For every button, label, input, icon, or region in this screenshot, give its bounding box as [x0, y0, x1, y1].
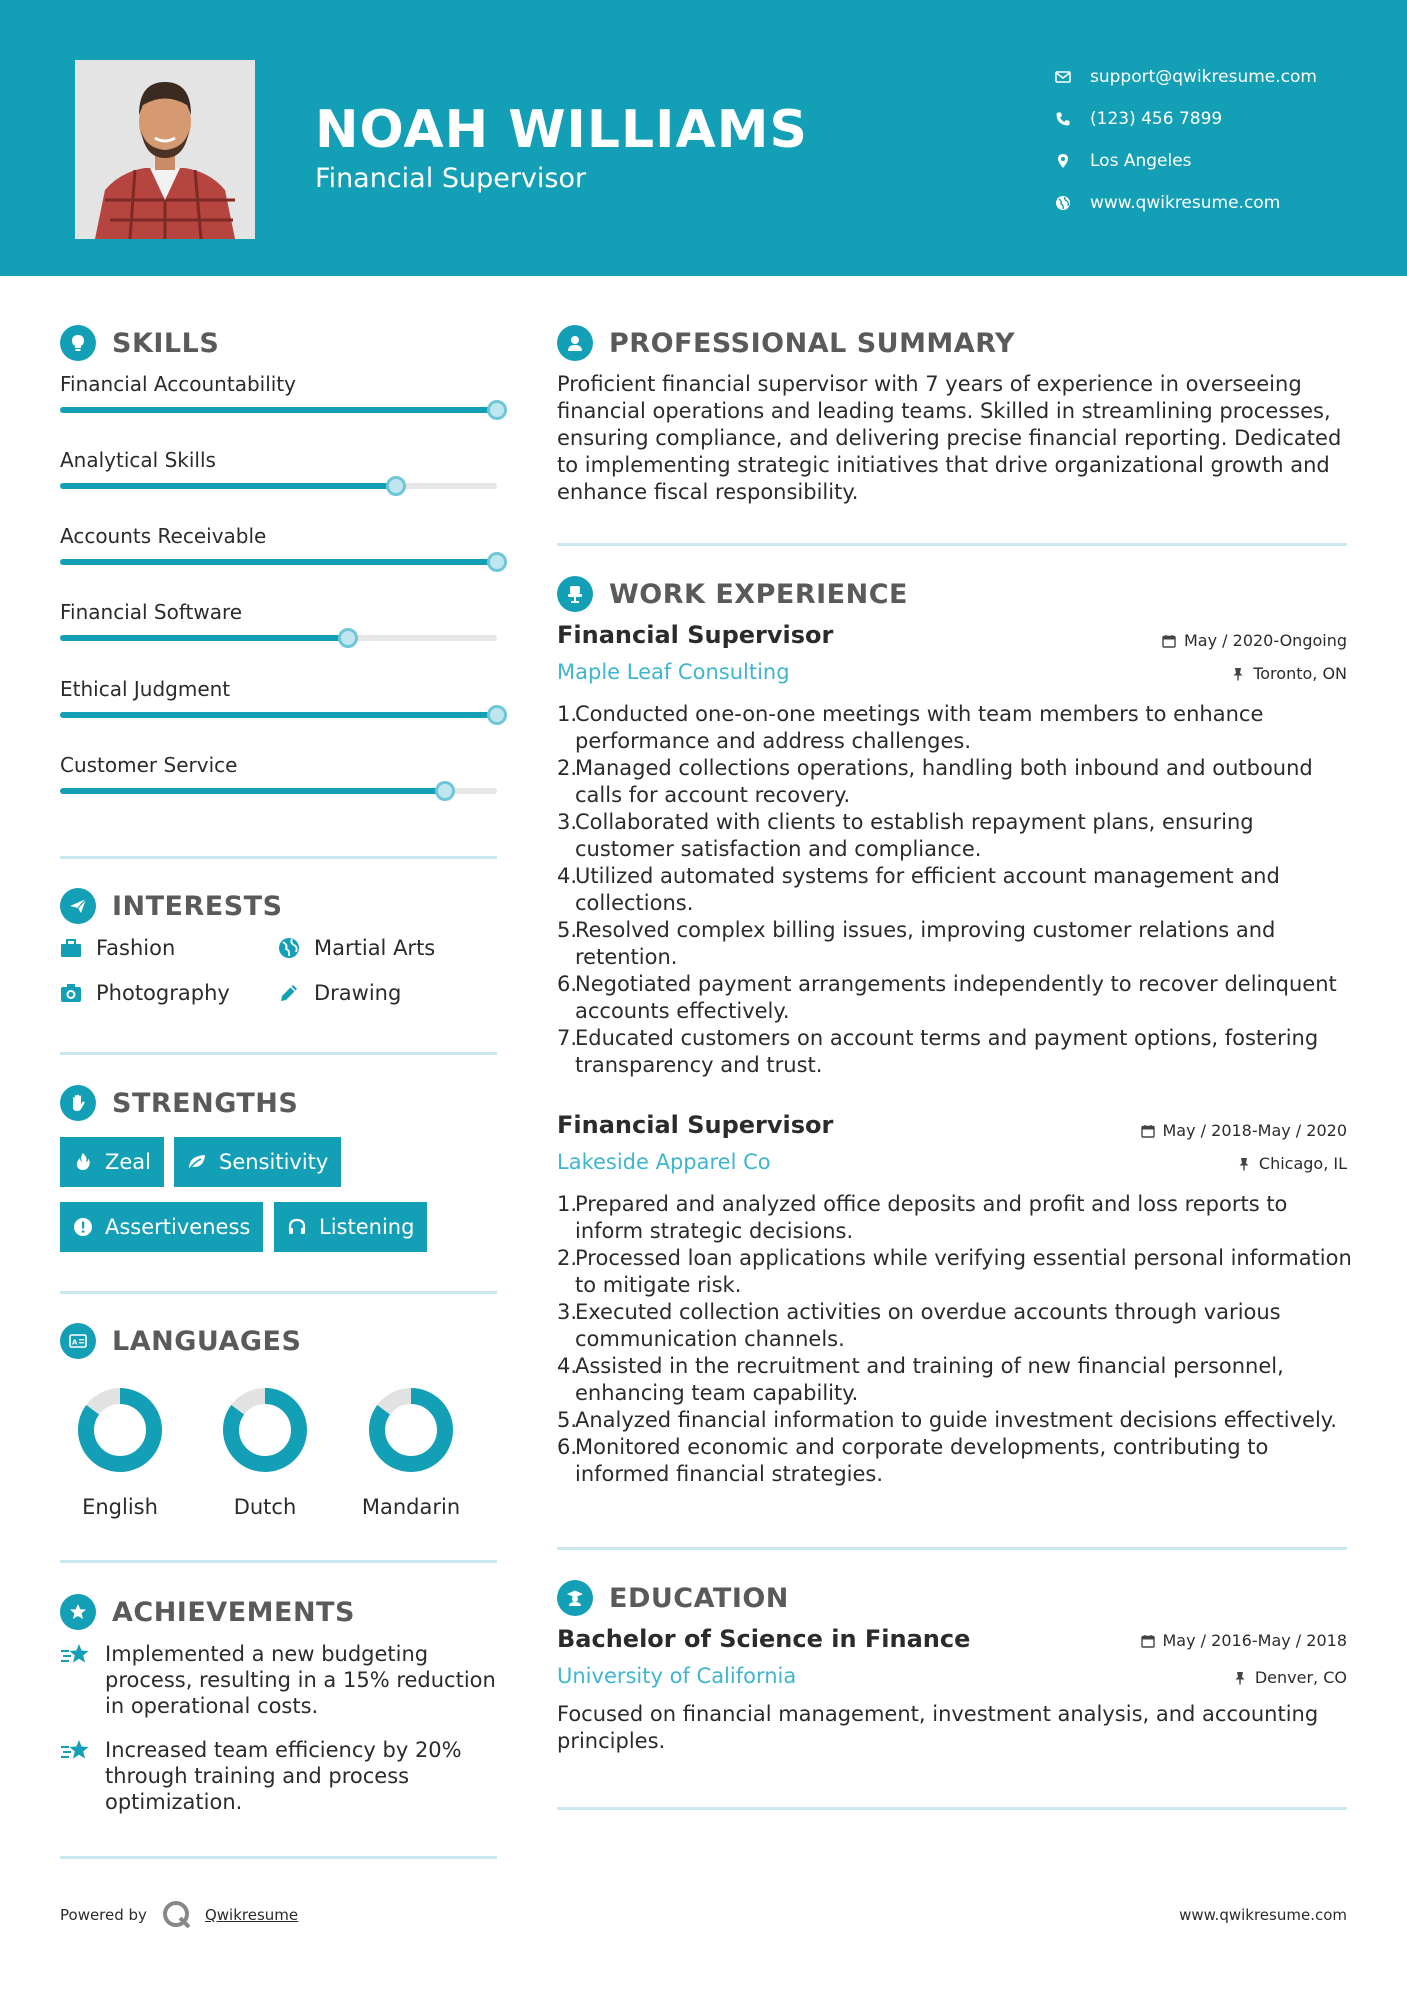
paper-plane-icon — [60, 888, 96, 924]
interests-title: INTERESTS — [112, 890, 283, 922]
strengths-heading — [60, 1085, 298, 1121]
strength-label: Zeal — [105, 1150, 152, 1174]
graduate-icon — [557, 1580, 593, 1616]
map-pin-icon — [1055, 153, 1090, 169]
interest-label: Fashion — [96, 936, 176, 960]
interest-item — [60, 981, 230, 1005]
achievement-text: Increased team efficiency by 20% through training and process optimization. — [105, 1738, 462, 1814]
section-divider — [60, 1856, 497, 1859]
hand-icon — [60, 1085, 96, 1121]
qwikresume-logo-icon — [161, 1899, 193, 1931]
job-location — [1237, 1154, 1347, 1173]
achievement-text: Implemented a new budgeting process, resulting in a 15% reduction in operational costs. — [105, 1642, 496, 1718]
contact-phone-text: (123) 456 7899 — [1090, 109, 1223, 129]
job-bullets — [557, 1191, 1357, 1488]
job-date — [1162, 631, 1347, 650]
skill-bar-fill — [60, 559, 497, 565]
section-divider — [60, 1291, 497, 1294]
skill-bar — [60, 788, 497, 794]
education-location-text: Denver, CO — [1254, 1668, 1347, 1687]
language-item — [195, 1385, 335, 1519]
list-item: 3. Executed collection activities on overdue accounts through various communication channels. — [557, 1300, 1281, 1351]
contact-email-text: support@qwikresume.com — [1090, 67, 1317, 87]
language-label: Dutch — [233, 1495, 297, 1519]
interest-label: Martial Arts — [314, 936, 436, 960]
skills-heading — [60, 325, 219, 361]
education-location — [1233, 1668, 1347, 1687]
skill-label: Financial Software — [60, 600, 243, 624]
contact-location — [1055, 140, 1385, 182]
languages-heading — [60, 1323, 301, 1359]
list-item: 7. Educated customers on account terms and payment options, fostering transparency and trust. — [557, 1026, 1319, 1077]
skill-label: Analytical Skills — [60, 448, 216, 472]
language-donut — [366, 1385, 456, 1475]
strength-badge — [274, 1202, 427, 1252]
list-item: 4. Utilized automated systems for efficient account management and collections. — [557, 864, 1280, 915]
language-label: Mandarin — [361, 1495, 461, 1519]
list-item: 3. Collaborated with clients to establish repayment plans, ensuring customer satisfaction and compliance. — [557, 810, 1254, 861]
summary-heading — [557, 325, 1015, 361]
language-donut — [75, 1385, 165, 1475]
pushpin-icon — [1237, 1157, 1251, 1171]
job-location-text: Chicago, IL — [1258, 1154, 1347, 1173]
strength-label: Assertiveness — [105, 1215, 251, 1239]
education-date-text: May / 2016-May / 2018 — [1162, 1631, 1347, 1650]
summary-title: PROFESSIONAL SUMMARY — [609, 327, 1016, 359]
globe-icon — [1055, 195, 1090, 211]
strengths-title: STRENGTHS — [112, 1087, 299, 1119]
skill-item — [60, 448, 500, 472]
skill-label: Accounts Receivable — [60, 524, 267, 548]
profile-photo-image — [75, 60, 255, 239]
experience-heading — [557, 576, 908, 612]
skill-label: Financial Accountability — [60, 372, 296, 396]
camera-icon — [60, 982, 82, 1004]
globe-icon — [278, 937, 300, 959]
job-title: Financial Supervisor — [557, 1111, 834, 1139]
star-badge-icon — [60, 1594, 96, 1630]
skill-bar-fill — [60, 788, 445, 794]
experience-title: WORK EXPERIENCE — [609, 578, 908, 610]
leaf-icon — [187, 1152, 207, 1172]
skill-bar-knob — [338, 628, 358, 648]
school-name: University of California — [557, 1664, 797, 1688]
achievements-title: ACHIEVEMENTS — [112, 1596, 355, 1628]
summary-text: Proficient financial supervisor with 7 years of experience in overseeing financial operations and leading teams. Skilled in streamlining processes, ensuring compliance, and delivering precise financial reporting. Dedicated to implementing strategic initiatives that drive organizational growth and enhance fiscal responsibility. — [557, 372, 1342, 504]
education-date — [1141, 1631, 1348, 1650]
calendar-icon — [1141, 1124, 1155, 1138]
pencil-icon — [278, 982, 300, 1004]
skill-bar — [60, 559, 497, 565]
section-divider — [557, 1807, 1347, 1810]
contact-website-text: www.qwikresume.com — [1090, 193, 1281, 213]
skill-item — [60, 600, 500, 624]
language-item — [341, 1385, 481, 1519]
achievements-heading — [60, 1594, 355, 1630]
phone-icon — [1055, 111, 1090, 127]
pushpin-icon — [1231, 667, 1245, 681]
strength-badge — [60, 1137, 164, 1187]
interest-label: Photography — [96, 981, 230, 1005]
contact-list — [1055, 56, 1385, 224]
section-divider — [60, 1560, 497, 1563]
job-title: Financial Supervisor — [557, 621, 834, 649]
briefcase-icon — [60, 937, 82, 959]
skill-item — [60, 372, 500, 396]
skill-bar — [60, 635, 497, 641]
language-item — [50, 1385, 190, 1519]
skill-bar-fill — [60, 635, 348, 641]
strength-label: Sensitivity — [219, 1150, 329, 1174]
skill-label: Ethical Judgment — [60, 677, 231, 701]
language-label: English — [82, 1495, 158, 1519]
header-banner — [0, 0, 1407, 276]
strength-badge — [60, 1202, 263, 1252]
chair-icon — [557, 576, 593, 612]
skill-bar — [60, 483, 497, 489]
language-icon — [60, 1323, 96, 1359]
education-title: EDUCATION — [609, 1582, 789, 1614]
language-donut — [220, 1385, 310, 1475]
job-date-text: May / 2018-May / 2020 — [1162, 1121, 1347, 1140]
strength-badge — [174, 1137, 341, 1187]
skill-bar-knob — [386, 476, 406, 496]
envelope-icon — [1055, 69, 1090, 85]
shooting-star-icon — [60, 1739, 92, 1765]
company-name: Maple Leaf Consulting — [557, 660, 790, 684]
footer-website-link[interactable]: www.qwikresume.com — [1179, 1906, 1347, 1924]
skill-label: Customer Service — [60, 753, 238, 777]
contact-location-text: Los Angeles — [1090, 151, 1192, 171]
interest-item — [278, 936, 435, 960]
skill-bar-fill — [60, 712, 497, 718]
languages-title: LANGUAGES — [112, 1325, 302, 1357]
powered-by-text: Powered by — [60, 1906, 147, 1924]
interest-label: Drawing — [314, 981, 402, 1005]
list-item: 1. Conducted one-on-one meetings with team members to enhance performance and address challenges. — [557, 702, 1264, 753]
pushpin-icon — [1233, 1671, 1247, 1685]
job-date-text: May / 2020-Ongoing — [1184, 631, 1347, 650]
achievement-item — [60, 1641, 500, 1719]
profile-photo — [75, 60, 255, 239]
list-item: 1. Prepared and analyzed office deposits and profit and loss reports to inform strategic decisions. — [557, 1192, 1288, 1243]
achievement-item — [60, 1737, 500, 1815]
skill-bar-knob — [487, 552, 507, 572]
skill-bar — [60, 712, 497, 718]
candidate-title: Financial Supervisor — [315, 163, 587, 194]
interest-item — [278, 981, 401, 1005]
company-name: Lakeside Apparel Co — [557, 1150, 771, 1174]
section-divider — [557, 1547, 1347, 1550]
list-item: 5. Analyzed financial information to guide investment decisions effectively. — [557, 1408, 1337, 1432]
list-item: 2. Processed loan applications while verifying essential personal information to mitigate risk. — [557, 1246, 1352, 1297]
skill-bar-fill — [60, 407, 497, 413]
strength-label: Listening — [319, 1215, 415, 1239]
skills-title: SKILLS — [112, 327, 220, 359]
list-item: 6. Monitored economic and corporate developments, contributing to informed financial strategies. — [557, 1435, 1269, 1486]
job-bullets — [557, 701, 1357, 1079]
shooting-star-icon — [60, 1643, 92, 1669]
education-heading — [557, 1580, 789, 1616]
user-icon — [557, 325, 593, 361]
skill-bar-knob — [435, 781, 455, 801]
headphones-icon — [287, 1217, 307, 1237]
list-item: 6. Negotiated payment arrangements independently to recover delinquent accounts effectively. — [557, 972, 1337, 1023]
fire-icon — [73, 1152, 93, 1172]
candidate-name: NOAH WILLIAMS — [315, 100, 808, 160]
svg-text:A: A — [72, 1338, 78, 1347]
footer-powered-by — [60, 1899, 298, 1931]
skill-bar-knob — [487, 705, 507, 725]
section-divider — [557, 543, 1347, 546]
skill-bar-fill — [60, 483, 396, 489]
contact-email[interactable] — [1055, 56, 1385, 98]
lightbulb-icon — [60, 325, 96, 361]
calendar-icon — [1141, 1634, 1155, 1648]
brand-link[interactable]: Qwikresume — [204, 1906, 299, 1924]
list-item: 5. Resolved complex billing issues, improving customer relations and retention. — [557, 918, 1276, 969]
contact-website[interactable] — [1055, 182, 1385, 224]
calendar-icon — [1162, 634, 1176, 648]
section-divider — [60, 1052, 497, 1055]
skill-bar — [60, 407, 497, 413]
job-location-text: Toronto, ON — [1253, 664, 1347, 683]
contact-phone[interactable] — [1055, 98, 1385, 140]
job-date — [1141, 1121, 1348, 1140]
job-location — [1231, 664, 1347, 683]
interests-heading — [60, 888, 283, 924]
interest-item — [60, 936, 175, 960]
education-description: Focused on financial management, investment analysis, and accounting principles. — [557, 1702, 1319, 1753]
skill-item — [60, 677, 500, 701]
section-divider — [60, 856, 497, 859]
list-item: 2. Managed collections operations, handling both inbound and outbound calls for account recovery. — [557, 756, 1313, 807]
degree-title: Bachelor of Science in Finance — [557, 1625, 971, 1653]
skill-item — [60, 524, 500, 548]
list-item: 4. Assisted in the recruitment and training of new financial personnel, enhancing team capability. — [557, 1354, 1284, 1405]
exclamation-icon — [73, 1217, 93, 1237]
skill-bar-knob — [487, 400, 507, 420]
skill-item — [60, 753, 500, 777]
